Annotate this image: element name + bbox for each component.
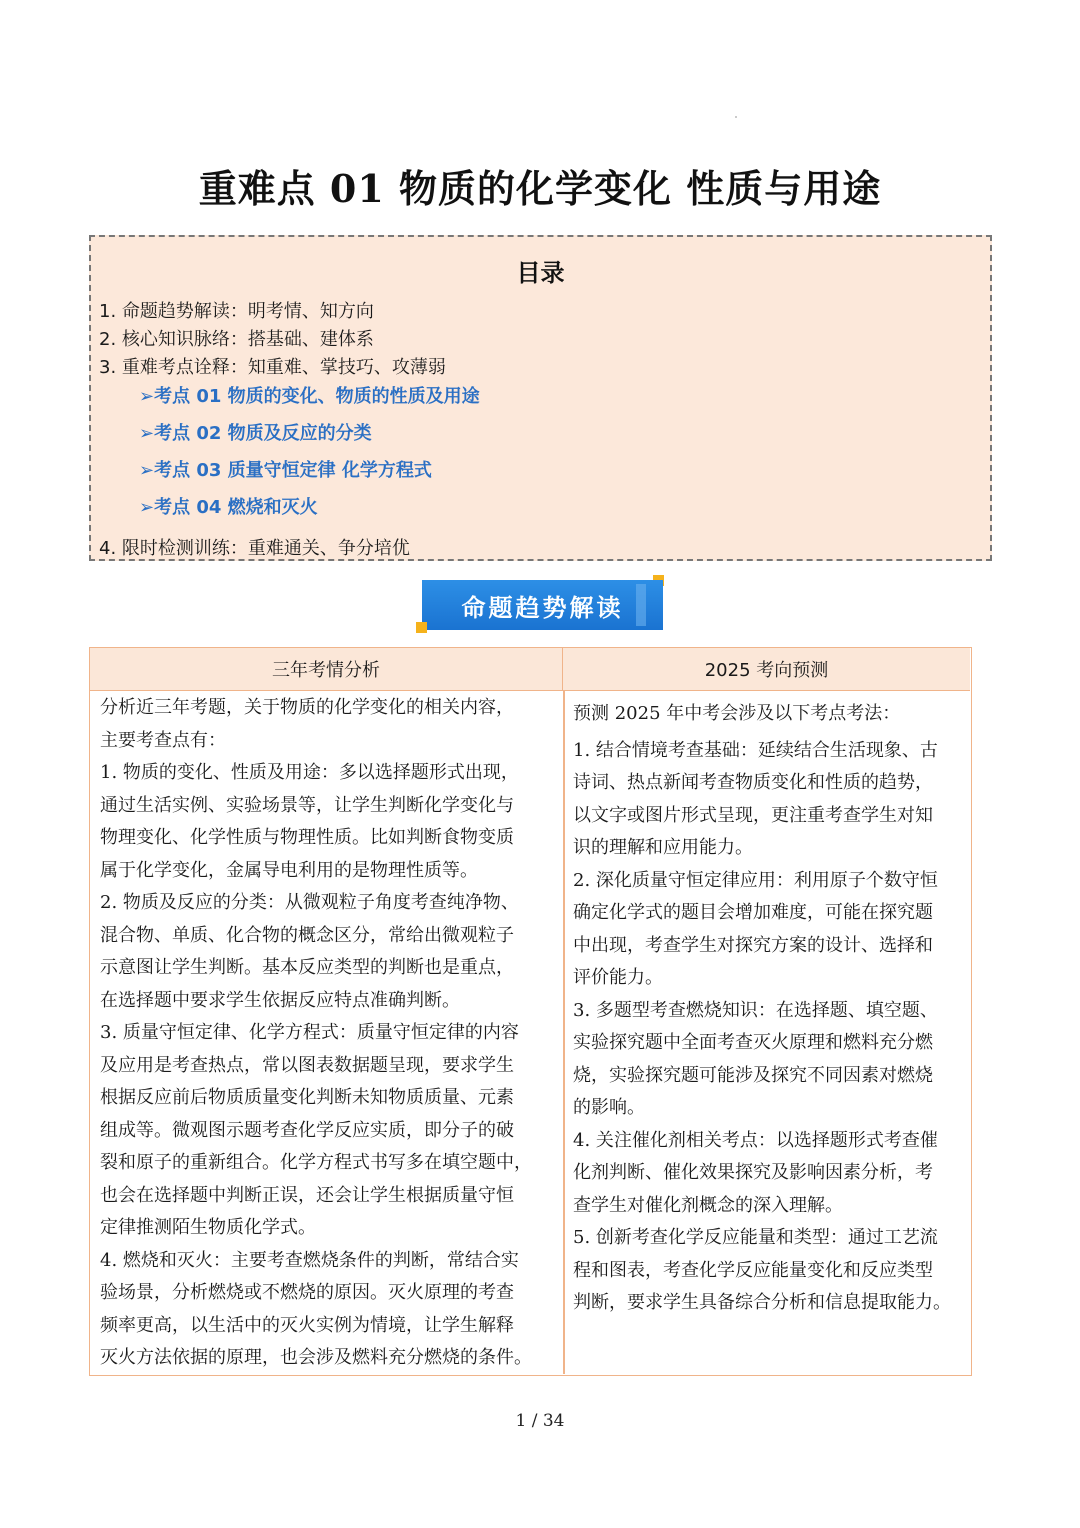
text-line: 验场景，分析燃烧或不燃烧的原因。灭火原理的考查 [100,1282,514,1303]
text-line: 评价能力。 [573,967,663,988]
toc-subitem[interactable]: ➢考点 03 质量守恒定律 化学方程式 [139,460,432,481]
text-line: 1. 物质的变化、性质及用途：多以选择题形式出现， [100,762,519,783]
analysis-table [89,647,972,1376]
text-line: 频率更高，以生活中的灭火实例为情境，让学生解释 [100,1314,514,1336]
banner-label: 命题趋势解读 [461,593,624,622]
text-line: 识的理解和应用能力。 [573,837,753,858]
text-line: 定律推测陌生物质化学式。 [100,1217,316,1238]
toc-item[interactable]: 4. 限时检测训练：重难通关、争分培优 [99,538,410,559]
text-line: 属于化学变化，金属导电利用的是物理性质等。 [100,859,478,881]
text-line: 预测 2025 年中考会涉及以下考点考法： [573,703,901,724]
text-line: 判断，要求学生具备综合分析和信息提取能力。 [573,1292,951,1313]
text-line: 在选择题中要求学生依据反应特点准确判断。 [100,989,460,1011]
toc-subitem[interactable]: ➢考点 04 燃烧和灭火 [139,497,318,518]
text-line: 实验探究题中全面考查灭火原理和燃料充分燃 [573,1032,933,1053]
banner-corner-square [416,622,427,633]
text-line: 以文字或图片形式呈现，更注重考查学生对知 [573,804,933,826]
text-line: 混合物、单质、化合物的概念区分，常给出微观粒子 [100,924,514,946]
text-line: 裂和原子的重新组合。化学方程式书写多在填空题中， [100,1152,532,1173]
page-title: 重难点 01 物质的化学变化 性质与用途 [198,166,882,211]
text-line: 1. 结合情境考查基础：延续结合生活现象、古 [573,739,938,761]
column-header: 三年考情分析 [90,648,563,691]
text-line: 查学生对催化剂概念的深入理解。 [573,1194,843,1216]
text-line: 诗词、热点新闻考查物质变化和性质的趋势， [573,772,933,793]
column-header: 2025 考向预测 [563,648,970,691]
text-line: 5. 创新考查化学反应能量和类型：通过工艺流 [573,1227,938,1248]
text-line: 分析近三年考题，关于物质的化学变化的相关内容， [100,697,514,718]
text-line: 主要考查点有： [100,729,226,751]
text-line: 灭火方法依据的原理，也会涉及燃料充分燃烧的条件。 [100,1347,532,1368]
text-line: 烧，实验探究题可能涉及探究不同因素对燃烧 [573,1064,933,1086]
text-line: 2. 深化质量守恒定律应用：利用原子个数守恒 [573,869,938,891]
text-line: 通过生活实例、实验场景等，让学生判断化学变化与 [100,794,514,816]
table-of-contents [89,235,992,561]
text-line: 确定化学式的题目会增加难度，可能在探究题 [573,902,933,923]
text-line: 4. 关注催化剂相关考点：以选择题形式考查催 [573,1129,938,1151]
text-line: 4. 燃烧和灭火：主要考查燃烧条件的判断，常结合实 [100,1249,519,1271]
text-line: 及应用是考查热点，常以图表数据题呈现，要求学生 [100,1054,514,1076]
toc-subitem[interactable]: ➢考点 01 物质的变化、物质的性质及用途 [139,386,480,407]
speck [735,116,737,118]
text-line: 根据反应前后物质质量变化判断未知物质质量、元素 [100,1087,514,1108]
text-line: 示意图让学生判断。基本反应类型的判断也是重点， [100,957,514,978]
text-line: 程和图表，考查化学反应能量变化和反应类型 [573,1259,933,1281]
page-number: 1 / 34 [515,1411,565,1431]
toc-item[interactable]: 3. 重难考点诠释：知重难、掌技巧、攻薄弱 [99,357,446,378]
text-line: 3. 质量守恒定律、化学方程式：质量守恒定律的内容 [100,1022,519,1043]
left-cell [100,692,555,1375]
right-cell [573,698,969,1320]
text-line: 化剂判断、催化效果探究及影响因素分析，考 [573,1162,933,1183]
text-line: 也会在选择题中判断正误，还会让学生根据质量守恒 [100,1184,514,1206]
column-divider [563,691,565,1374]
text-line: 物理变化、化学性质与物理性质。比如判断食物变质 [100,827,514,848]
text-line: 2. 物质及反应的分类：从微观粒子角度考查纯净物、 [100,892,519,913]
text-line: 组成等。微观图示题考查化学反应实质，即分子的破 [100,1119,514,1141]
toc-item[interactable]: 1. 命题趋势解读：明考情、知方向 [99,301,374,322]
toc-heading: 目录 [516,259,565,287]
section-banner [422,580,663,630]
banner-stripe [636,584,646,626]
text-line: 3. 多题型考查燃烧知识：在选择题、填空题、 [573,999,938,1021]
text-line: 中出现，考查学生对探究方案的设计、选择和 [573,934,933,956]
toc-item[interactable]: 2. 核心知识脉络：搭基础、建体系 [99,329,374,350]
toc-subitem[interactable]: ➢考点 02 物质及反应的分类 [139,423,372,444]
text-line: 的影响。 [573,1097,645,1118]
